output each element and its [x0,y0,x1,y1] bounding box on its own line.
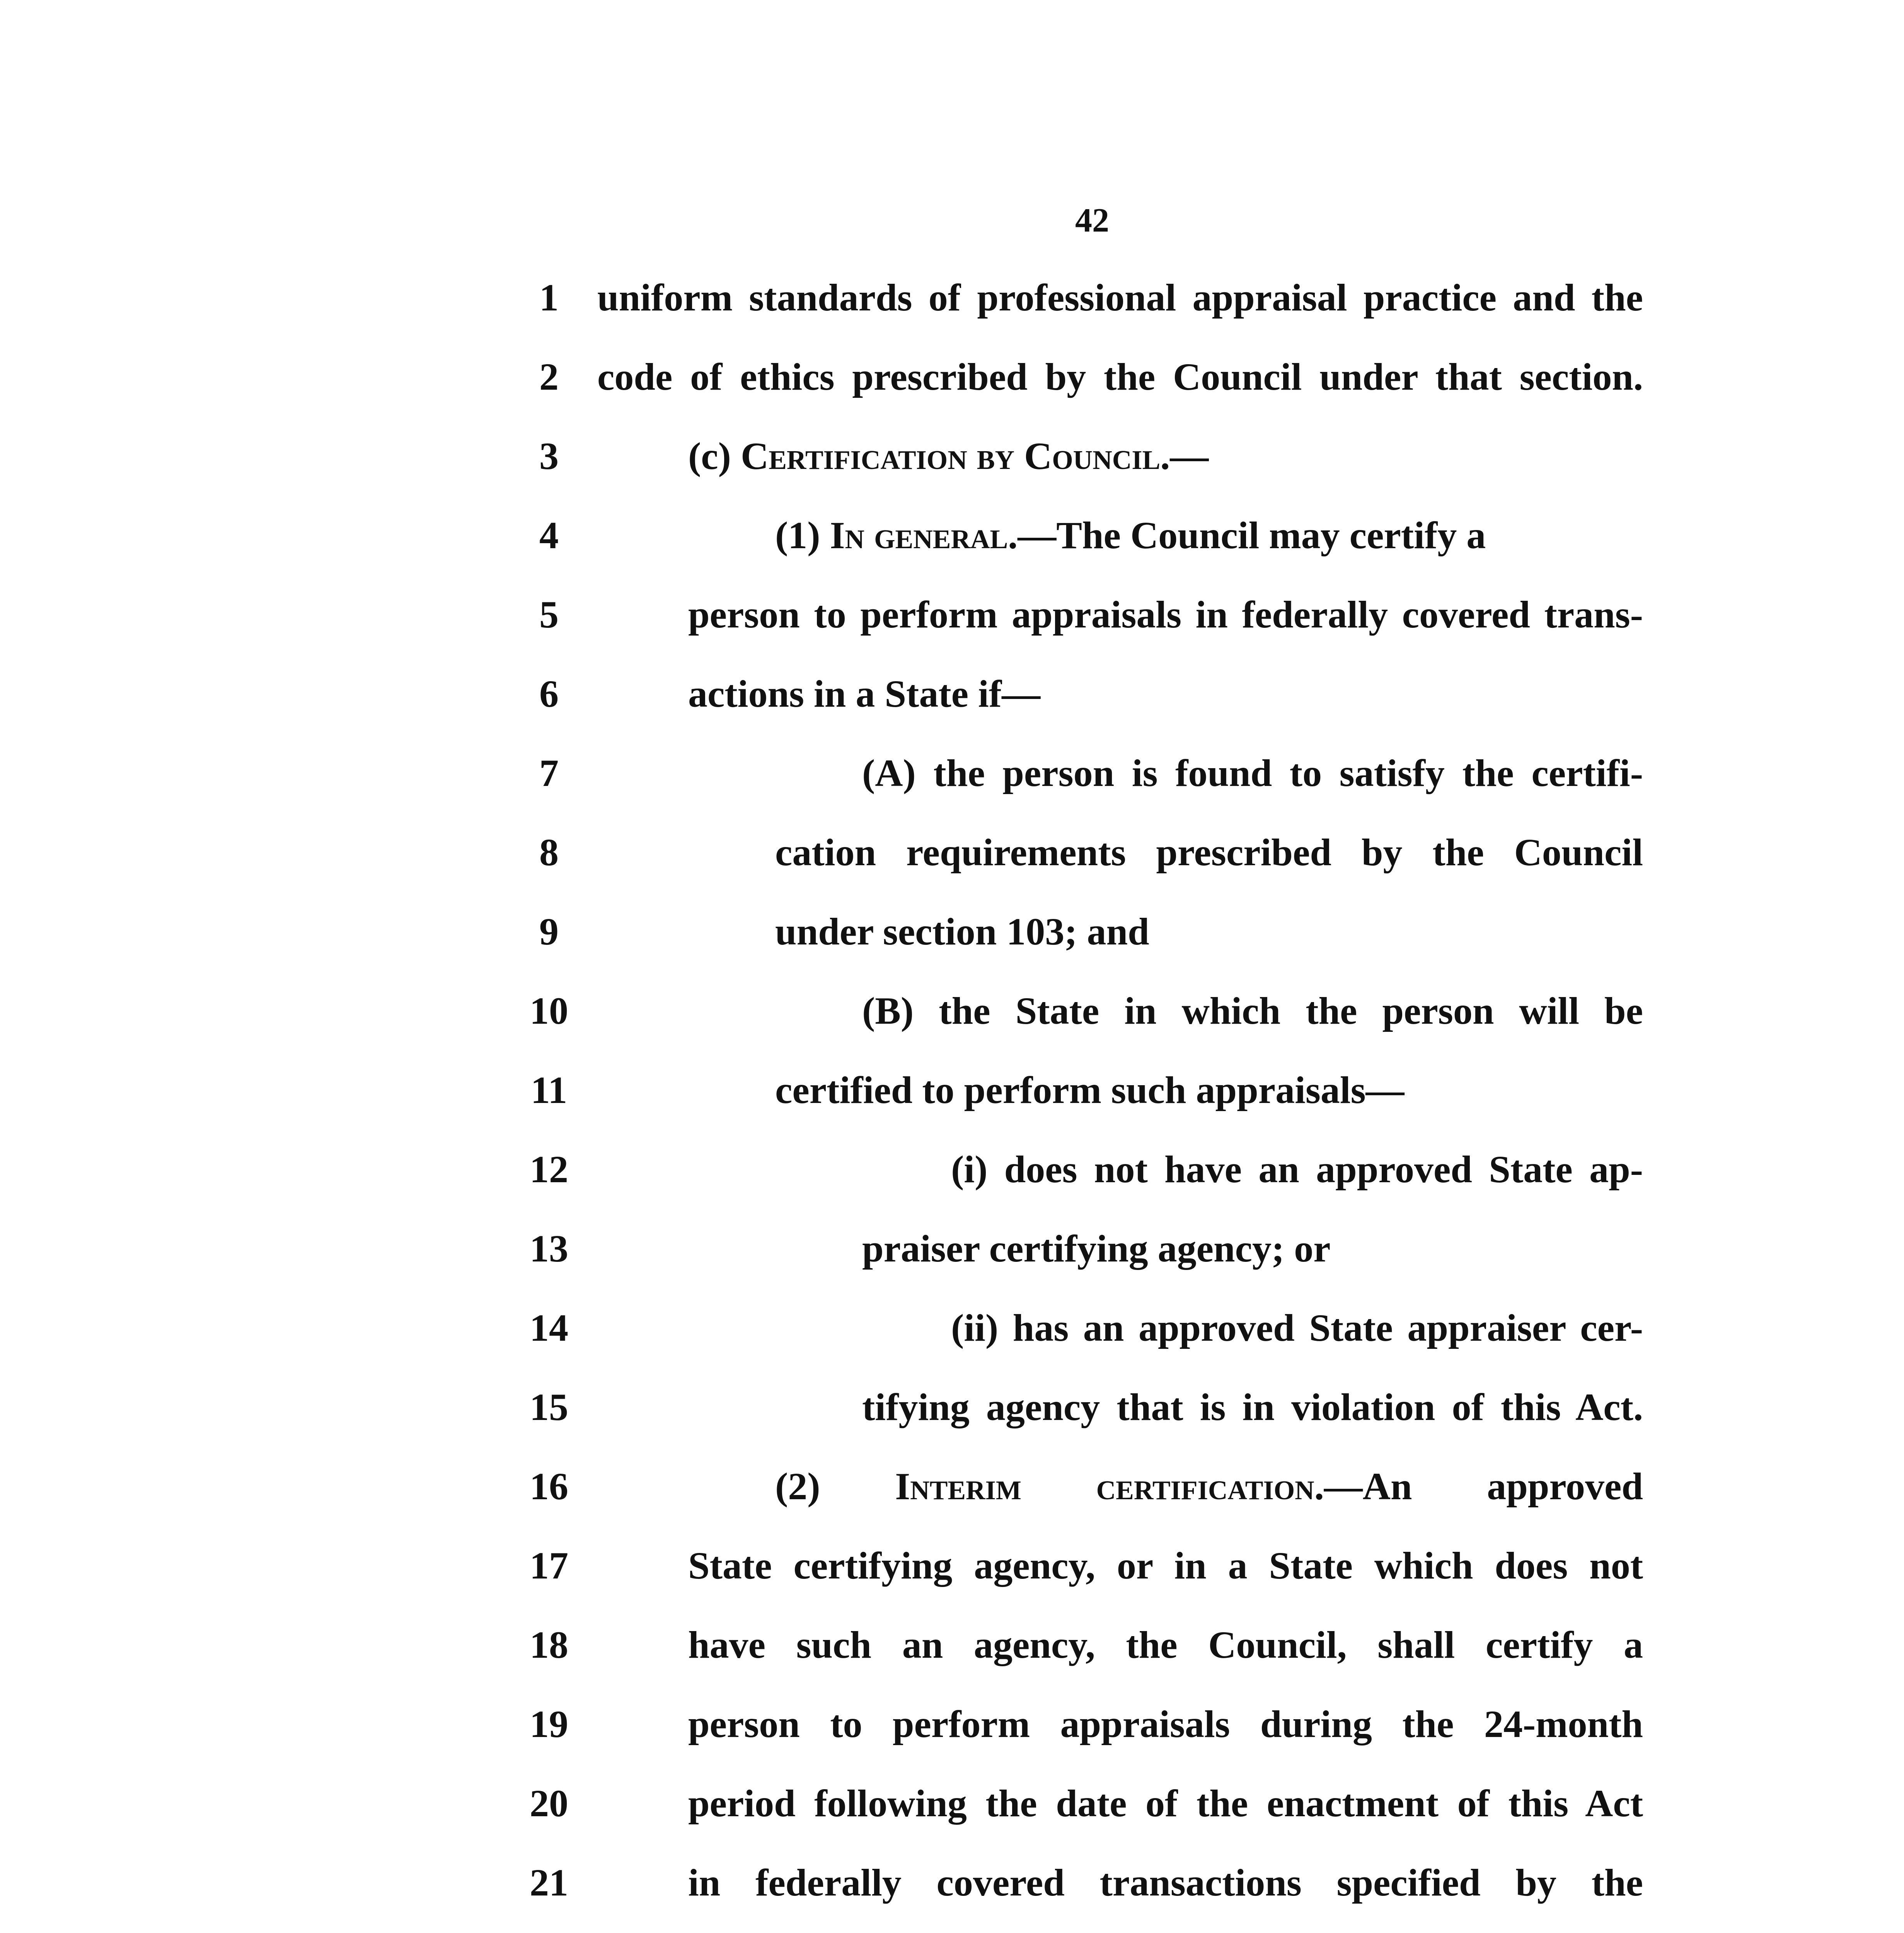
line-text: person to perform appraisals during the 24-month [688,1703,1643,1745]
line-number: 19 [530,1703,568,1745]
paragraph-title: In general. [830,514,1018,557]
text-line-20 [0,1773,1904,1834]
section-heading-c [688,425,1209,487]
line-number [510,1931,588,1933]
text-line-22 [0,1931,1904,1933]
line-text: have such an agency, the Council, shall certify a [688,1623,1643,1666]
paragraph-title: Interim certification. [895,1465,1324,1508]
line-number: 5 [539,593,559,636]
text-line-2 [0,346,1904,408]
text-line-17 [0,1535,1904,1597]
paragraph-heading-1 [775,505,1486,566]
text-line-11 [0,1059,1904,1121]
line-text: (i) does not have an approved State ap- [951,1148,1643,1191]
text-line-14 [0,1297,1904,1359]
line-number: 17 [530,1544,568,1587]
line-number: 18 [530,1623,568,1666]
line-text: certified to perform such appraisals— [775,1069,1405,1111]
text-line-6 [0,663,1904,725]
section-title: Certification by Council. [741,435,1170,477]
line-text: tifying agency that is in violation of this Act. [862,1386,1643,1428]
text-line-1 [0,267,1904,329]
line-number: 8 [539,831,559,874]
page-number: 42 [1075,202,1109,239]
text-line-19 [0,1693,1904,1755]
line-number: 14 [530,1306,568,1349]
line-text: code of ethics prescribed by the Council under that section. [597,355,1643,398]
line-number: 12 [530,1148,568,1191]
text-line-4 [0,505,1904,566]
text-line-10 [0,980,1904,1042]
text-line-16 [0,1456,1904,1517]
text-line-3 [0,425,1904,487]
paragraph-label: (2) [775,1465,895,1508]
line-text: cation requirements prescribed by the Council [775,831,1643,874]
line-number: 1 [539,276,559,319]
line-text: period following the date of the enactment of this Act [688,1782,1643,1825]
line-number: 11 [530,1069,568,1111]
text-line-5 [0,584,1904,646]
line-number: 20 [530,1782,568,1825]
line-number: 10 [530,989,568,1032]
paragraph-heading-2 [775,1456,1643,1517]
line-text: under section 103; and [775,910,1149,953]
line-text: — [1170,435,1209,477]
line-text: praiser certifying agency; or [862,1227,1331,1270]
line-text: actions in a State if— [688,672,1041,715]
line-number: 13 [530,1227,568,1270]
text-line-21 [0,1852,1904,1914]
line-text: (ii) has an approved State appraiser cer- [951,1306,1643,1349]
line-number: 16 [530,1465,568,1508]
line-number: 4 [539,514,559,557]
line-text: in federally covered transactions specified by the [688,1861,1643,1904]
text-line-7 [0,742,1904,804]
text-line-8 [0,822,1904,883]
text-line-13 [0,1218,1904,1280]
line-text: (B) the State in which the person will be [862,989,1643,1032]
line-number: 21 [530,1861,568,1904]
line-text [688,1931,1643,1933]
text-line-9 [0,901,1904,963]
text-line-15 [0,1376,1904,1438]
section-label: (c) [688,435,741,477]
line-number: 3 [539,435,559,477]
line-text: uniform standards of professional appraisal practice and the [597,276,1643,319]
line-number: 6 [539,672,559,715]
line-text: (A) the person is found to satisfy the certifi- [862,752,1643,794]
text-line-18 [0,1614,1904,1676]
line-text: —The Council may certify a [1018,514,1486,557]
line-number: 2 [539,355,559,398]
line-number: 9 [539,910,559,953]
line-number: 7 [539,752,559,794]
line-text: State certifying agency, or in a State which does not [688,1544,1643,1587]
paragraph-label: (1) [775,514,830,557]
line-text: —An approved [1324,1465,1643,1508]
line-text: person to perform appraisals in federally covered trans- [688,593,1643,636]
text-line-12 [0,1139,1904,1200]
line-number: 15 [530,1386,568,1428]
